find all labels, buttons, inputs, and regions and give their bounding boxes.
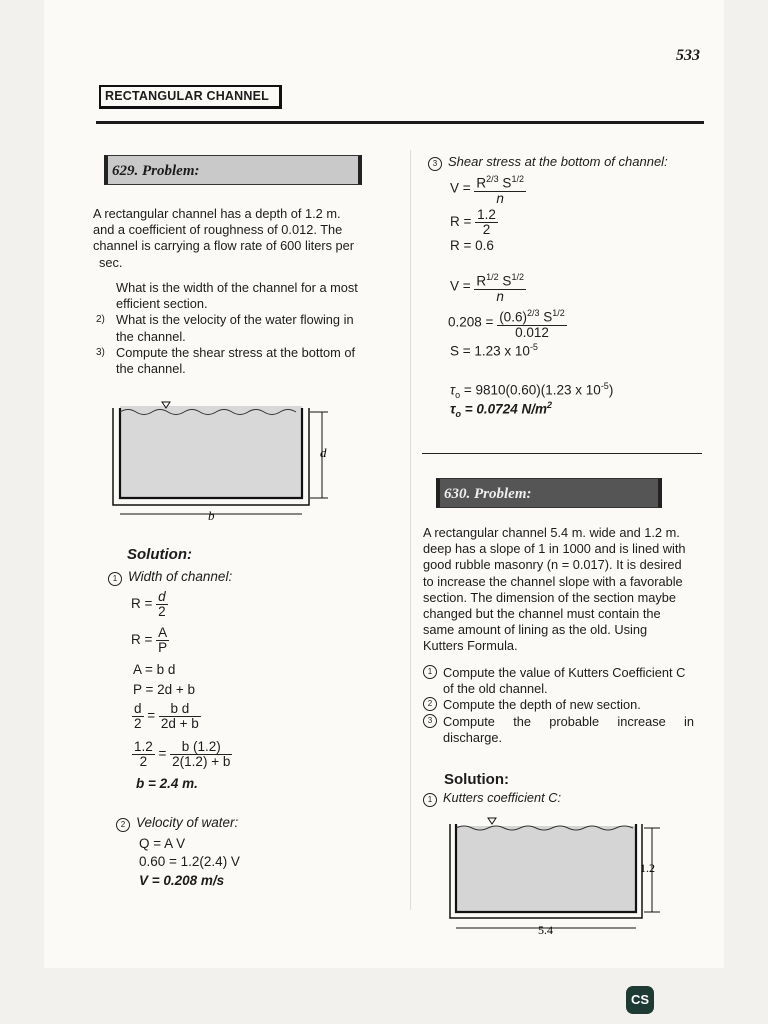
denominator: 2 (139, 754, 148, 769)
part-2-title: Velocity of water: (136, 815, 239, 830)
question-text: Compute the shear stress at the bottom of the channel. (116, 344, 355, 377)
exponent: 1/2 (511, 272, 524, 282)
problem-630-title: 630. Problem: (436, 478, 662, 508)
eq-r-ap (131, 626, 169, 655)
statement-line: changed but the channel must contain the (423, 606, 661, 622)
item-text: Compute the probable increase in discharge. (443, 713, 694, 745)
exponent: 2 (546, 400, 552, 410)
problem-630-items (423, 665, 694, 746)
numerator: 1.2 (134, 739, 153, 754)
numerator (497, 306, 567, 326)
list-item (423, 665, 694, 697)
exponent: -5 (600, 381, 609, 391)
list-item (423, 714, 694, 746)
part-1-title: Width of channel: (128, 569, 233, 584)
denominator: 2 (482, 222, 491, 237)
eq-lhs: R = (131, 632, 153, 648)
solution-629-heading: Solution: (127, 546, 192, 563)
water-level-marker (488, 818, 496, 824)
page-number: 533 (676, 47, 700, 64)
question-item (96, 345, 368, 377)
denominator: 2(1.2) + b (172, 754, 231, 769)
eq-lhs: V = (450, 278, 471, 294)
eq-tau-result (450, 400, 552, 419)
eq-sub: $\frac{1.2}{2}$ = $\frac{b (1.2)}{2(1.2) + b}$ (134, 739, 231, 769)
part-3-title-row (428, 154, 668, 171)
question-item (96, 312, 368, 344)
expression: = 9810(0.60)(1.23 x 10 (460, 382, 601, 398)
result-b: b = 2.4 m. (136, 776, 198, 791)
eq-lhs: R = (131, 596, 153, 612)
eq-ratio: $\frac{d}{2}$ = $\frac{\text{b d}}{2d + b}$ (134, 701, 199, 731)
statement-line: sec. (99, 254, 123, 270)
problem-divider (422, 453, 702, 454)
problem-629-title: 629. Problem: (104, 155, 362, 185)
item-text: Kutters coefficient C: (443, 790, 562, 805)
header-rule (96, 121, 704, 124)
fraction (132, 702, 144, 731)
numerator: A (158, 625, 168, 640)
statement-line: good rubble masonry (n = 0.017). It is desired (423, 557, 682, 573)
exponent: 1/2 (486, 272, 499, 282)
problem-629-questions (96, 280, 368, 377)
eq-lhs: V = (450, 180, 471, 196)
eq-q-sub: 0.60 = 1.2(2.4) V (139, 854, 240, 869)
base: S = 1.23 x 10 (450, 343, 530, 359)
channel-figure-630 (446, 816, 666, 940)
exponent: 2/3 (526, 308, 540, 318)
circled-number: 1 (108, 572, 122, 586)
section-header: RECTANGULAR CHANNEL (99, 85, 282, 109)
circled-number: 2 (116, 818, 130, 832)
statement-line: and a coefficient of roughness of 0.012. The (93, 222, 343, 238)
eq-tau (450, 381, 613, 400)
item-text: Compute the depth of new section. (443, 697, 641, 713)
fraction (497, 306, 567, 340)
eq-r-val: R = 0.6 (450, 238, 494, 253)
column-divider (410, 150, 411, 910)
question-marker: 2) (96, 314, 105, 326)
circled-number: 1 (423, 665, 437, 679)
base: (0.6) (499, 309, 527, 325)
circled-number: 2 (423, 697, 437, 711)
denominator: 0.012 (515, 324, 549, 340)
denominator: P (158, 640, 168, 655)
fraction (170, 740, 232, 769)
base: S (498, 175, 512, 191)
exponent: 1/2 (552, 308, 565, 318)
expression: ) (608, 382, 614, 398)
tau-symbol: τ (450, 382, 456, 398)
channel-figure-629 (110, 398, 350, 526)
numerator (474, 270, 526, 290)
numerator (474, 172, 526, 192)
statement-line: Kutters Formula. (423, 638, 518, 654)
circled-number: 1 (423, 793, 437, 807)
fraction (474, 270, 526, 304)
fraction (159, 702, 201, 731)
subscript: o (455, 390, 461, 401)
eq-v2 (450, 270, 526, 304)
eq-lhs: R = (450, 214, 472, 230)
eq-s (450, 342, 538, 359)
item-text: Compute the value of Kutters Coefficient C of the old channel. (443, 665, 686, 697)
exponent: 2/3 (486, 174, 499, 184)
question-marker: 3) (96, 346, 105, 358)
denominator: 2 (134, 716, 142, 731)
result-v: V = 0.208 m/s (139, 873, 225, 888)
part-2-title-row (116, 815, 238, 832)
fraction (156, 626, 169, 655)
base: R (476, 273, 487, 289)
fraction (474, 172, 526, 206)
numerator: b (1.2) (170, 740, 232, 755)
eq-r-d2 (131, 590, 168, 619)
statement-line: deep has a slope of 1 in 1000 and is lined with (423, 541, 686, 557)
circled-number: 3 (428, 157, 442, 171)
numerator: 1.2 (477, 207, 496, 222)
width-label: b (208, 508, 215, 523)
expression: = 0.0724 N/m (461, 401, 547, 417)
subscript: o (455, 409, 462, 420)
denominator: 2d + b (160, 716, 199, 731)
eq-v (450, 172, 526, 206)
denominator: n (496, 288, 504, 304)
problem-629-statement (93, 206, 365, 271)
exponent: -5 (529, 342, 538, 352)
part-3-title: Shear stress at the bottom of channel: (448, 154, 668, 169)
statement-line: A rectangular channel 5.4 m. wide and 1.2 m. (423, 525, 680, 540)
water-fill (120, 406, 302, 498)
list-item (423, 697, 694, 713)
camscanner-badge: CS (626, 986, 654, 1014)
fraction (156, 590, 168, 619)
fraction (132, 740, 155, 769)
depth-label: d (320, 445, 327, 460)
statement-line: to increase the channel slope with a favorable (423, 573, 683, 589)
eq-v2-sub (448, 306, 567, 340)
problem-630-statement (423, 525, 694, 655)
denominator: 2 (158, 604, 166, 619)
question-text: What is the velocity of the water flowing in the channel. (116, 312, 354, 344)
numerator: d (158, 589, 166, 604)
water-fill (456, 826, 636, 912)
exponent: 1/2 (511, 174, 524, 184)
question-item (96, 280, 368, 312)
part-1-title-row (108, 569, 232, 586)
eq-q: Q = A V (139, 836, 186, 851)
numerator: b d (159, 702, 201, 717)
base: S (498, 273, 512, 289)
statement-line: A rectangular channel has a depth of 1.2 m. (93, 206, 341, 221)
eq-lhs: 0.208 = (448, 314, 494, 330)
circled-number: 3 (423, 714, 437, 728)
base: R (476, 175, 487, 191)
solution-630-item (423, 790, 561, 807)
width-label: 5.4 (538, 923, 553, 937)
fraction (475, 208, 498, 237)
numerator: d (134, 701, 142, 716)
solution-630-heading: Solution: (444, 771, 509, 788)
statement-line: same amount of lining as the old. Using (423, 622, 648, 638)
depth-label: 1.2 (640, 861, 655, 875)
denominator: n (496, 190, 504, 206)
base: S (539, 309, 553, 325)
statement-line: section. The dimension of the section maybe (423, 589, 677, 605)
statement-line: channel is carrying a flow rate of 600 liters per (93, 238, 355, 254)
question-marker (96, 280, 116, 312)
tau-symbol: τ (450, 401, 456, 417)
eq-p: P = 2d + b (133, 682, 196, 697)
question-text: What is the width of the channel for a most efficient section. (116, 280, 358, 312)
eq-r (450, 208, 498, 237)
eq-a: A = b d (133, 662, 176, 677)
